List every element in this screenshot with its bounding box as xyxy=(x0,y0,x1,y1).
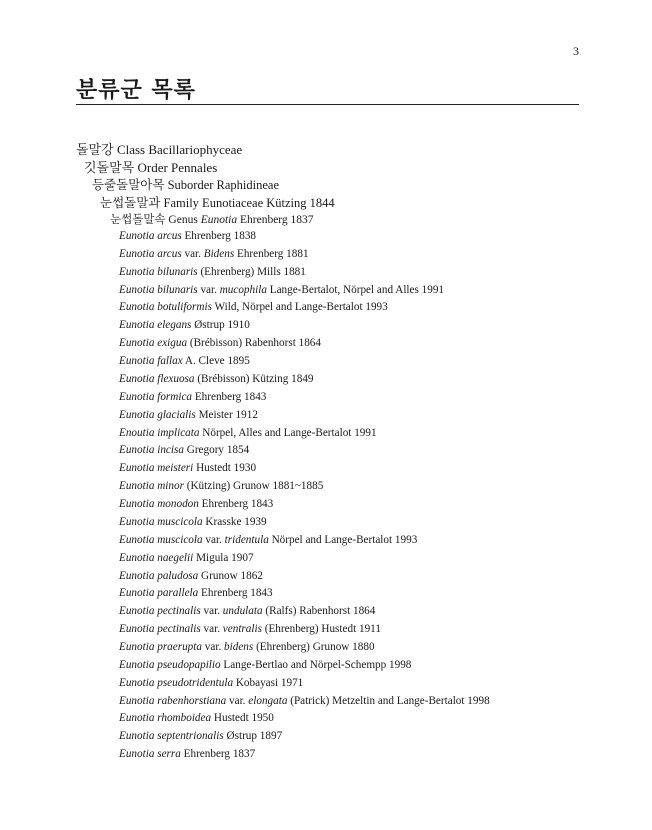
species-entry xyxy=(119,248,309,260)
page-number: 3 xyxy=(573,44,579,58)
species-authority-text: var. xyxy=(200,623,223,636)
species-entry xyxy=(119,337,321,349)
species-entry xyxy=(119,409,258,421)
species-name-italic: Eunotia muscicola xyxy=(119,533,203,546)
species-name-italic: Eunotia elegans xyxy=(119,319,192,332)
species-entry xyxy=(119,587,273,599)
species-name-italic: Eunotia pseudotridentula xyxy=(119,676,234,689)
species-name-italic: elongata xyxy=(248,694,288,707)
species-entry xyxy=(119,230,256,242)
species-entry xyxy=(119,301,388,313)
species-authority-text: Kobayasi 1971 xyxy=(233,676,304,689)
species-entry xyxy=(119,659,411,671)
species-name-italic: Eunotia rhomboidea xyxy=(119,712,212,725)
species-authority-text: Ehrenberg 1838 xyxy=(181,230,257,242)
suborder-latin-name: Suborder Raphidineae xyxy=(167,178,280,192)
species-entry xyxy=(119,284,444,296)
class-latin-name: Class Bacillariophyceae xyxy=(116,142,243,157)
species-authority-text: A. Cleve 1895 xyxy=(182,355,250,368)
order-latin-name: Order Pennales xyxy=(137,160,218,175)
species-entry xyxy=(119,712,274,724)
species-name-italic: Eunotia exigua xyxy=(119,337,188,350)
species-authority-text: (Brébisson) Rabenhorst 1864 xyxy=(187,337,321,350)
species-authority-text: Meister 1912 xyxy=(195,408,258,421)
family-heading xyxy=(100,193,335,211)
species-name-italic: Eunotia naegelii xyxy=(119,551,194,564)
class-heading xyxy=(76,139,242,158)
species-authority-text: var. xyxy=(202,533,225,546)
species-authority-text: Wild, Nörpel and Lange-Bertalot 1993 xyxy=(211,301,388,314)
genus-prefix: Genus xyxy=(168,214,198,226)
species-name-italic: Eunotia meisteri xyxy=(119,462,194,475)
genus-heading xyxy=(110,211,314,227)
species-entry xyxy=(119,623,381,635)
species-entry xyxy=(119,373,314,385)
species-entry xyxy=(119,534,417,546)
species-name-italic: Eunotia parallela xyxy=(119,587,199,600)
species-entry xyxy=(119,605,375,617)
species-authority-text: Lange-Bertalot, Nörpel and Alles 1991 xyxy=(266,283,445,296)
species-authority-text: var. xyxy=(226,694,249,707)
species-entry xyxy=(119,427,377,439)
species-authority-text: Ehrenberg 1837 xyxy=(180,748,256,761)
species-name-italic: Eunotia flexuosa xyxy=(119,372,195,385)
species-name-italic: Eunotia praerupta xyxy=(119,641,202,653)
family-korean-name: 눈썹돌말과 xyxy=(100,195,161,210)
genus-korean-name: 눈썹돌말속 xyxy=(110,212,166,226)
species-name-italic: Eunotia botuliformis xyxy=(119,301,212,314)
title-rule xyxy=(76,104,579,105)
species-entry xyxy=(119,552,254,564)
species-entry xyxy=(119,695,490,707)
species-name-italic: mucophila xyxy=(219,283,267,296)
species-name-italic: Eunotia incisa xyxy=(119,444,184,457)
species-authority-text: Ehrenberg 1843 xyxy=(198,587,273,600)
species-name-italic: Eunotia rabenhorstiana xyxy=(119,694,227,707)
species-entry xyxy=(119,748,255,760)
species-name-italic: Eunotia serra xyxy=(119,748,181,761)
species-name-italic: Eunotia bilunaris xyxy=(119,265,198,278)
species-name-italic: Eunotia arcus xyxy=(119,247,182,260)
species-name-italic: Enoutia implicata xyxy=(119,426,200,439)
species-entry xyxy=(119,498,273,510)
species-name-italic: Eunotia minor xyxy=(119,480,184,493)
species-entry xyxy=(119,677,303,689)
species-entry xyxy=(119,462,256,474)
species-authority-text: (Patrick) Metzeltin and Lange-Bertalot 1998 xyxy=(287,694,490,707)
species-name-italic: undulata xyxy=(222,605,263,618)
species-name-italic: tridentula xyxy=(224,533,269,546)
species-entry xyxy=(119,266,306,278)
species-name-italic: Bidens xyxy=(203,247,235,260)
species-name-italic: Eunotia pectinalis xyxy=(119,623,201,636)
species-authority-text: (Ehrenberg) Mills 1881 xyxy=(197,265,306,278)
species-entry xyxy=(119,319,250,331)
species-entry xyxy=(119,355,250,367)
genus-authority: Ehrenberg 1837 xyxy=(239,214,314,226)
species-name-italic: Eunotia pectinalis xyxy=(119,605,201,618)
genus-latin-name: Eunotia xyxy=(200,214,238,226)
species-authority-text: Lange-Bertlao and Nörpel-Schempp 1998 xyxy=(220,658,412,671)
species-authority-text: Gregory 1854 xyxy=(183,444,250,457)
species-authority-text: Ehrenberg 1843 xyxy=(192,390,267,403)
species-authority-text: Migula 1907 xyxy=(193,551,254,564)
species-entry xyxy=(119,730,282,742)
species-name-italic: Eunotia monodon xyxy=(119,498,199,511)
species-authority-text: Hustedt 1930 xyxy=(193,462,257,475)
species-name-italic: Eunotia fallax xyxy=(119,355,183,368)
species-name-italic: Eunotia glacialis xyxy=(119,408,196,421)
species-authority-text: (Ehrenberg) Grunow 1880 xyxy=(253,641,375,653)
species-authority-text: Nörpel and Lange-Bertalot 1993 xyxy=(268,533,418,546)
species-name-italic: Eunotia bilunaris xyxy=(119,283,198,296)
species-authority-text: var. xyxy=(181,247,204,260)
species-name-italic: Eunotia arcus xyxy=(119,230,182,242)
species-authority-text: Østrup 1910 xyxy=(191,319,250,332)
order-heading xyxy=(84,157,217,176)
species-name-italic: Eunotia formica xyxy=(119,390,193,403)
species-authority-text: Østrup 1897 xyxy=(223,730,283,743)
species-authority-text: var. xyxy=(197,283,220,296)
species-authority-text: (Ehrenberg) Hustedt 1911 xyxy=(261,623,381,636)
species-entry xyxy=(119,480,323,492)
species-authority-text: Nörpel, Alles and Lange-Bertalot 1991 xyxy=(199,426,377,439)
order-korean-name: 깃돌말목 xyxy=(84,161,135,176)
species-authority-text: (Brébisson) Kützing 1849 xyxy=(194,372,314,385)
species-entry xyxy=(119,391,266,403)
species-authority-text: Ehrenberg 1881 xyxy=(234,247,309,260)
species-name-italic: Eunotia muscicola xyxy=(119,515,203,528)
species-authority-text: Krasske 1939 xyxy=(202,515,267,528)
species-name-italic: bidens xyxy=(224,641,254,653)
species-authority-text: var. xyxy=(200,605,223,618)
species-authority-text: Hustedt 1950 xyxy=(211,712,274,725)
suborder-korean-name: 등줄돌말아목 xyxy=(92,177,165,192)
species-authority-text: var. xyxy=(201,641,225,653)
species-entry xyxy=(119,516,267,528)
suborder-heading xyxy=(92,175,279,193)
species-name-italic: Eunotia paludosa xyxy=(119,569,199,582)
page-title: 분류군 목록 xyxy=(76,77,196,103)
species-entry xyxy=(119,570,263,582)
family-latin-name: Family Eunotiaceae Kützing 1844 xyxy=(163,196,335,210)
species-authority-text: (Ralfs) Rabenhorst 1864 xyxy=(262,605,376,618)
species-authority-text: Ehrenberg 1843 xyxy=(198,498,274,511)
species-name-italic: Eunotia pseudopapilio xyxy=(119,658,221,671)
class-korean-name: 돌말강 xyxy=(76,143,114,158)
species-entry xyxy=(119,444,249,456)
species-name-italic: Eunotia septentrionalis xyxy=(119,730,224,743)
species-authority-text: Grunow 1862 xyxy=(198,569,263,582)
species-authority-text: (Kützing) Grunow 1881~1885 xyxy=(183,480,324,493)
species-name-italic: ventralis xyxy=(222,623,262,636)
species-entry xyxy=(119,641,375,653)
